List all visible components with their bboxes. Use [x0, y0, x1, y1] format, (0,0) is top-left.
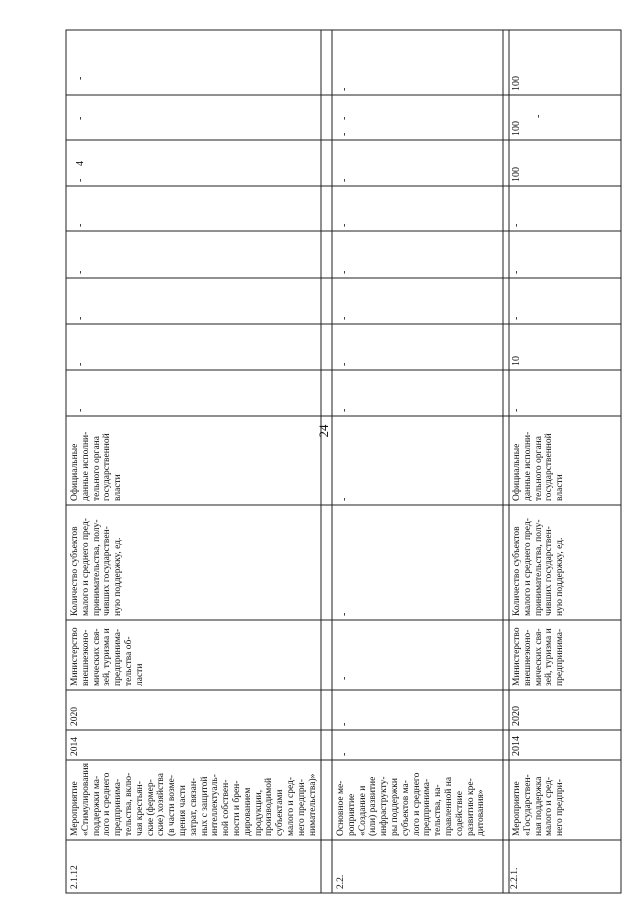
row-id: 2.2. [336, 874, 346, 889]
measure-name: Основное ме- роприятие «Создание и (или) развитие инфраструкту- ры поддержки субъектов ма- лого и среднего предпринима- тельства, на- правленной на содействие развитию кре- дитования» [336, 772, 487, 836]
value-cell: - [511, 223, 522, 227]
value-cell: 4 [75, 161, 86, 166]
indicator: - [339, 612, 350, 616]
indicator: Количество субъектов малого и среднего пред- принимательства, полу- чивших государствен- ную поддержку, ед. [70, 518, 124, 616]
start-year: 2014 [511, 736, 522, 756]
end-year: 2020 [70, 707, 80, 726]
value-cell: - [75, 116, 86, 120]
value-cell: - [511, 316, 522, 320]
start-year: - [339, 752, 350, 756]
executor: Министерство внешнеэконо- мических свя- зей, туризма и предпринима- тельства об- ласти [70, 627, 145, 686]
value-cell: - [339, 316, 350, 320]
executor: - [339, 676, 350, 680]
value-cell: 10 [511, 356, 522, 366]
value-cell: - [339, 270, 350, 274]
value-cell: - [75, 223, 86, 227]
value-cell: - [339, 116, 350, 120]
page-number: 24 [316, 424, 331, 438]
value-cell: - [75, 408, 86, 412]
value-cell: - [75, 316, 86, 320]
value-cell: - [339, 408, 350, 412]
value-cell: - [75, 362, 86, 366]
value-cell: - [511, 270, 522, 274]
value-cell: 100 [511, 76, 522, 91]
value-cell: - [75, 270, 86, 274]
measure-name: Мероприятие «Государствен- ная поддержка малого и сред- него предпри- [512, 774, 566, 836]
end-year: 2020 [511, 706, 522, 726]
value-cell: - [339, 87, 350, 91]
value-cell: - [75, 76, 86, 80]
row-id: 2.2.1. [510, 867, 520, 889]
data-source: Официальные данные исполни- тельного органа государственной власти [512, 431, 566, 501]
end-year: - [339, 722, 350, 726]
value-cell: - [75, 178, 86, 182]
value-cell: - [339, 223, 350, 227]
executor: Министерство внешнеэконо- мических свя- зей, туризма и предпринима- [512, 627, 566, 686]
row-id: 2.1.12 [70, 865, 80, 889]
value-cell: - [339, 362, 350, 366]
value-cell: - [339, 178, 350, 182]
value-cell: - [511, 408, 522, 412]
data-source: - [339, 497, 350, 501]
value-cell: 100 [511, 121, 522, 136]
start-year: 2014 [70, 737, 80, 756]
measure-name: Мероприятие «Стимулирования поддержки ма- лого и среднего предпринима- тельства, вклю- чая крестьян- ские (фермер- ские) хозяйства (в части возме- щения части затрат, связан- ных с защитой интеллектуаль- ной собствен- ности и брен- дированием продукции, производимой субъектами малого и сред- него предпри- нимательства)» [70, 763, 318, 836]
value-cell: 100 [511, 167, 522, 182]
value-cell: - [339, 132, 350, 136]
value-cell: - [533, 114, 544, 118]
indicator: Количество субъектов малого и среднего пред- принимательства, полу- чивших государствен- ную поддержку, ед. [512, 518, 566, 616]
data-source: Официальные данные исполни- тельного органа государственной власти [70, 431, 124, 501]
